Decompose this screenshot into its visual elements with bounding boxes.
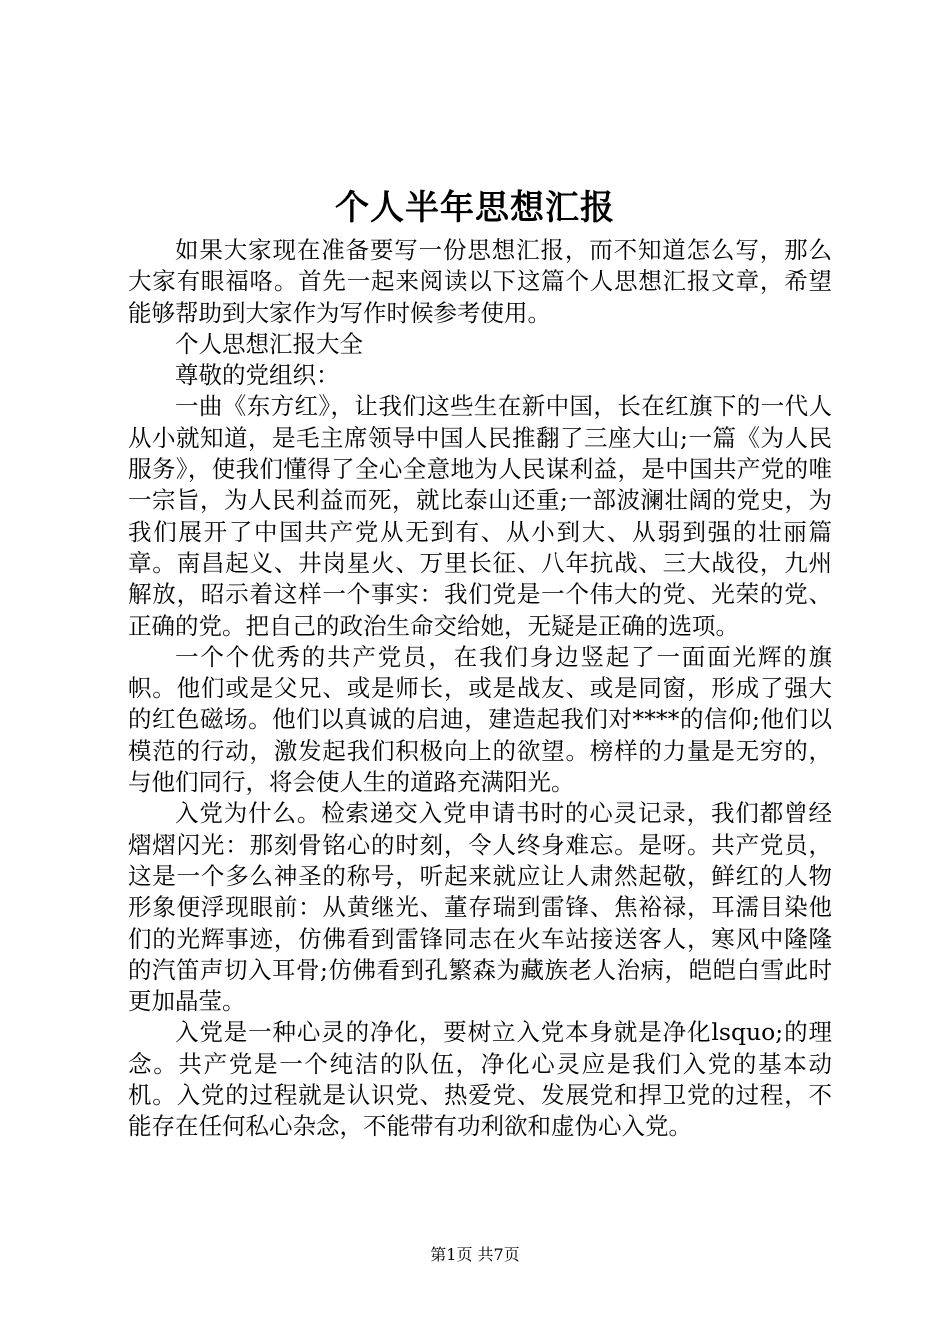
paragraph-body-2: 一个个优秀的共产党员，在我们身边竖起了一面面光辉的旗帜。他们或是父兄、或是师长，或是战友、或是同窗，形成了强大的红色磁场。他们以真诚的启迪，建造起我们对****的信仰;他们以模范的行动，激发起我们积极向上的欲望。榜样的力量是无穷的，与他们同行，将会使人生的道路充满阳光。 (128, 642, 832, 797)
paragraph-subtitle: 个人思想汇报大全 (175, 329, 363, 358)
paragraph-body-1: 一曲《东方红》，让我们这些生在新中国，长在红旗下的一代人从小就知道，是毛主席领导中国人民推翻了三座大山;一篇《为人民服务》，使我们懂得了全心全意地为人民谋利益，是中国共产党的唯一宗旨，为人民利益而死，就比泰山还重;一部波澜壮阔的党史，为我们展开了中国共产党从无到有、从小到大、从弱到强的壮丽篇章。南昌起义、井岗星火、万里长征、八年抗战、三大战役，九州解放，昭示着这样一个事实：我们党是一个伟大的党、光荣的党、正确的党。把自己的政治生命交给她，无疑是正确的选项。 (128, 392, 832, 640)
paragraph-intro: 如果大家现在准备要写一份思想汇报，而不知道怎么写，那么大家有眼福咯。首先一起来阅读以下这篇个人思想汇报文章，希望能够帮助到大家作为写作时候参考使用。 (128, 236, 832, 327)
paragraph-body-3: 入党为什么。检索递交入党申请书时的心灵记录，我们都曾经熠熠闪光：那刻骨铭心的时刻，令人终身难忘。是呀。共产党员，这是一个多么神圣的称号，听起来就应让人肃然起敬，鲜红的人物形象便浮现眼前：从黄继光、董存瑞到雷锋、焦裕禄，耳濡目染他们的光辉事迹，仿佛看到雷锋同志在火车站接送客人，寒风中隆隆的汽笛声切入耳骨;仿佛看到孔繁森为藏族老人治病，皑皑白雪此时更加晶莹。 (128, 799, 832, 1016)
document-body (128, 235, 832, 1143)
document-title: 个人半年思想汇报 (335, 188, 615, 228)
paragraph-body-4: 入党是一种心灵的净化，要树立入党本身就是净化lsquo;的理念。共产党是一个纯洁的队伍，净化心灵应是我们入党的基本动机。入党的过程就是认识党、热爱党、发展党和捍卫党的过程，不能存在任何私心杂念，不能带有功利欲和虚伪心入党。 (128, 1018, 832, 1141)
paragraph-salutation: 尊敬的党组织： (175, 361, 340, 390)
page-number-footer: 第1页 共7页 (430, 1245, 520, 1264)
